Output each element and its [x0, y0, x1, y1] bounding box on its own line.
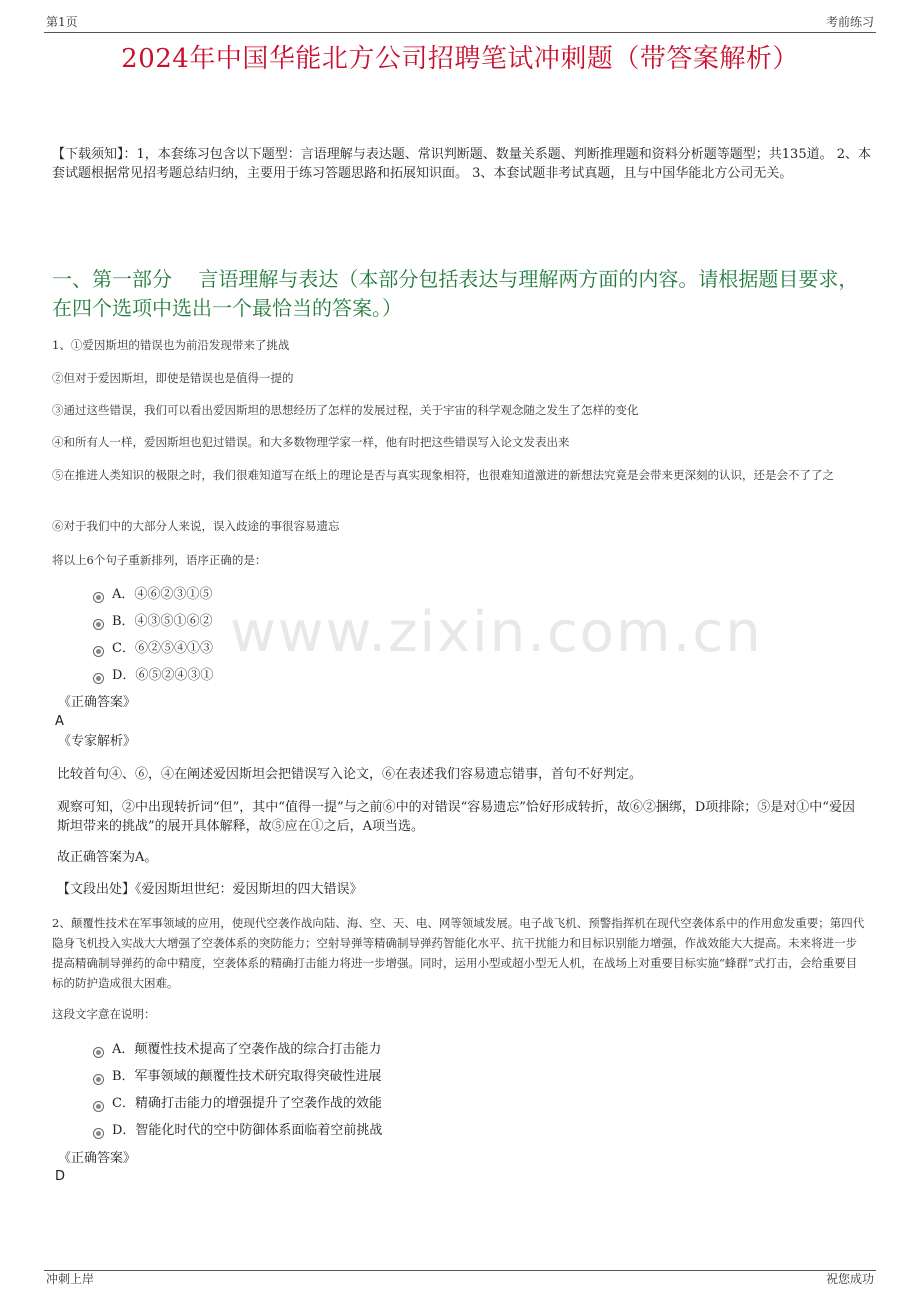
section-heading: 一、第一部分 言语理解与表达（本部分包括表达与理解两方面的内容。请根据题目要求，在四个选项中选出一个最恰当的答案。）	[52, 267, 859, 320]
q1-option-c-label: C．⑥②⑤④①③	[112, 641, 213, 656]
q1-line-3: ③通过这些错误，我们可以看出爱因斯坦的思想经历了怎样的发展过程，关于宇宙的科学观念随之发生了怎样的变化	[52, 403, 639, 417]
header-right-label: 考前练习	[825, 15, 874, 29]
q1-answer-label: 《正确答案》	[58, 695, 137, 710]
q1-analysis-3: 故正确答案为A。	[57, 850, 158, 865]
download-notice: 【下载须知】：1，本套练习包含以下题型：言语理解与表达题、常识判断题、数量关系题、判断推理题和资料分析题等题型；共135道。 2、本套试题根据常见招考题总结归纳，主要用于练习答题思路和拓展知识面。 3、本套试题非考试真题，且与中国华能北方公司无关。	[52, 147, 871, 181]
footer-right-label: 祝您成功	[825, 1272, 874, 1286]
q1-analysis-label: 《专家解析》	[58, 734, 137, 749]
radio-icon[interactable]	[93, 1101, 104, 1112]
q1-option-b[interactable]	[93, 613, 213, 631]
page-number: 第1页	[46, 15, 78, 29]
radio-icon[interactable]	[93, 1128, 104, 1139]
q1-source: 【文段出处】《爱因斯坦世纪：爱因斯坦的四大错误》	[57, 882, 363, 897]
radio-icon[interactable]	[93, 619, 104, 630]
q1-option-b-label: B．④③⑤①⑥②	[112, 614, 213, 629]
q1-answer: A	[55, 714, 64, 729]
q1-option-a-label: A．④⑥②③①⑤	[112, 587, 213, 602]
document-title: 2024年中国华能北方公司招聘笔试冲刺题（带答案解析）	[121, 44, 799, 74]
q2-option-c[interactable]	[93, 1095, 382, 1113]
q2-answer-label: 《正确答案》	[58, 1151, 137, 1166]
q1-line-6: ⑥对于我们中的大部分人来说，误入歧途的事很容易遗忘	[52, 519, 340, 533]
radio-icon[interactable]	[93, 646, 104, 657]
q2-option-a[interactable]	[93, 1041, 381, 1059]
watermark: www.zixin.com.cn	[230, 600, 763, 665]
q2-prompt: 这段文字意在说明：	[52, 1007, 156, 1021]
radio-icon[interactable]	[93, 1074, 104, 1085]
q1-analysis-2: 观察可知，②中出现转折词“但”，其中“值得一提”与之前⑥中的对错误“容易遗忘”恰好形成转折，故⑥②捆绑，D项排除；⑤是对①中“爱因斯坦带来的挑战”的展开具体解释，故⑤应在①之后，A项当选。	[57, 800, 855, 834]
q1-line-2: ②但对于爱因斯坦，即使是错误也是值得一提的	[52, 371, 294, 385]
q1-option-d[interactable]	[93, 667, 213, 685]
q2-stem: 2、颠覆性技术在军事领域的应用，使现代空袭作战向陆、海、空、天、电、网等领域发展。电子战飞机、预警指挥机在现代空袭体系中的作用愈发重要；第四代隐身飞机投入实战大大增强了空袭体系的突防能力；空射导弹等精确制导弹药智能化水平、抗干扰能力和目标识别能力增强，作战效能大大提高。未来将进一步提高精确制导弹药的命中精度，空袭体系的精确打击能力将进一步增强。同时，运用小型或超小型无人机，在战场上对重要目标实施“蜂群”式打击，会给重要目标的防护造成很大困难。	[52, 916, 865, 990]
q1-prompt: 将以上6个句子重新排列，语序正确的是：	[52, 553, 267, 567]
q1-analysis-1: 比较首句④、⑥，④在阐述爱因斯坦会把错误写入论文，⑥在表述我们容易遗忘错事，首句不好判定。	[57, 767, 643, 782]
q2-option-b-label: B．军事领域的颠覆性技术研究取得突破性进展	[112, 1069, 382, 1084]
q1-line-1: 1、①爱因斯坦的错误也为前沿发现带来了挑战	[52, 338, 290, 352]
radio-icon[interactable]	[93, 1047, 104, 1058]
q2-option-b[interactable]	[93, 1068, 382, 1086]
footer-divider	[44, 1270, 876, 1271]
header-divider	[44, 32, 876, 33]
q2-answer: D	[55, 1169, 66, 1184]
radio-icon[interactable]	[93, 592, 104, 603]
q1-option-d-label: D．⑥⑤②④③①	[112, 668, 214, 683]
q2-option-a-label: A．颠覆性技术提高了空袭作战的综合打击能力	[112, 1042, 382, 1057]
q1-line-4: ④和所有人一样，爱因斯坦也犯过错误。和大多数物理学家一样，他有时把这些错误写入论文发表出来	[52, 435, 570, 449]
q1-option-c[interactable]	[93, 640, 213, 658]
footer-left-label: 冲刺上岸	[46, 1272, 95, 1286]
q1-line-5: ⑤在推进人类知识的极限之时，我们很难知道写在纸上的理论是否与真实现象相符，也很难知道激进的新想法究竟是会带来更深刻的认识，还是会不了了之	[52, 468, 834, 482]
q2-option-c-label: C．精确打击能力的增强提升了空袭作战的效能	[112, 1096, 382, 1111]
q1-option-a[interactable]	[93, 586, 212, 604]
q2-option-d-label: D．智能化时代的空中防御体系面临着空前挑战	[112, 1123, 383, 1138]
q2-option-d[interactable]	[93, 1122, 382, 1140]
radio-icon[interactable]	[93, 673, 104, 684]
